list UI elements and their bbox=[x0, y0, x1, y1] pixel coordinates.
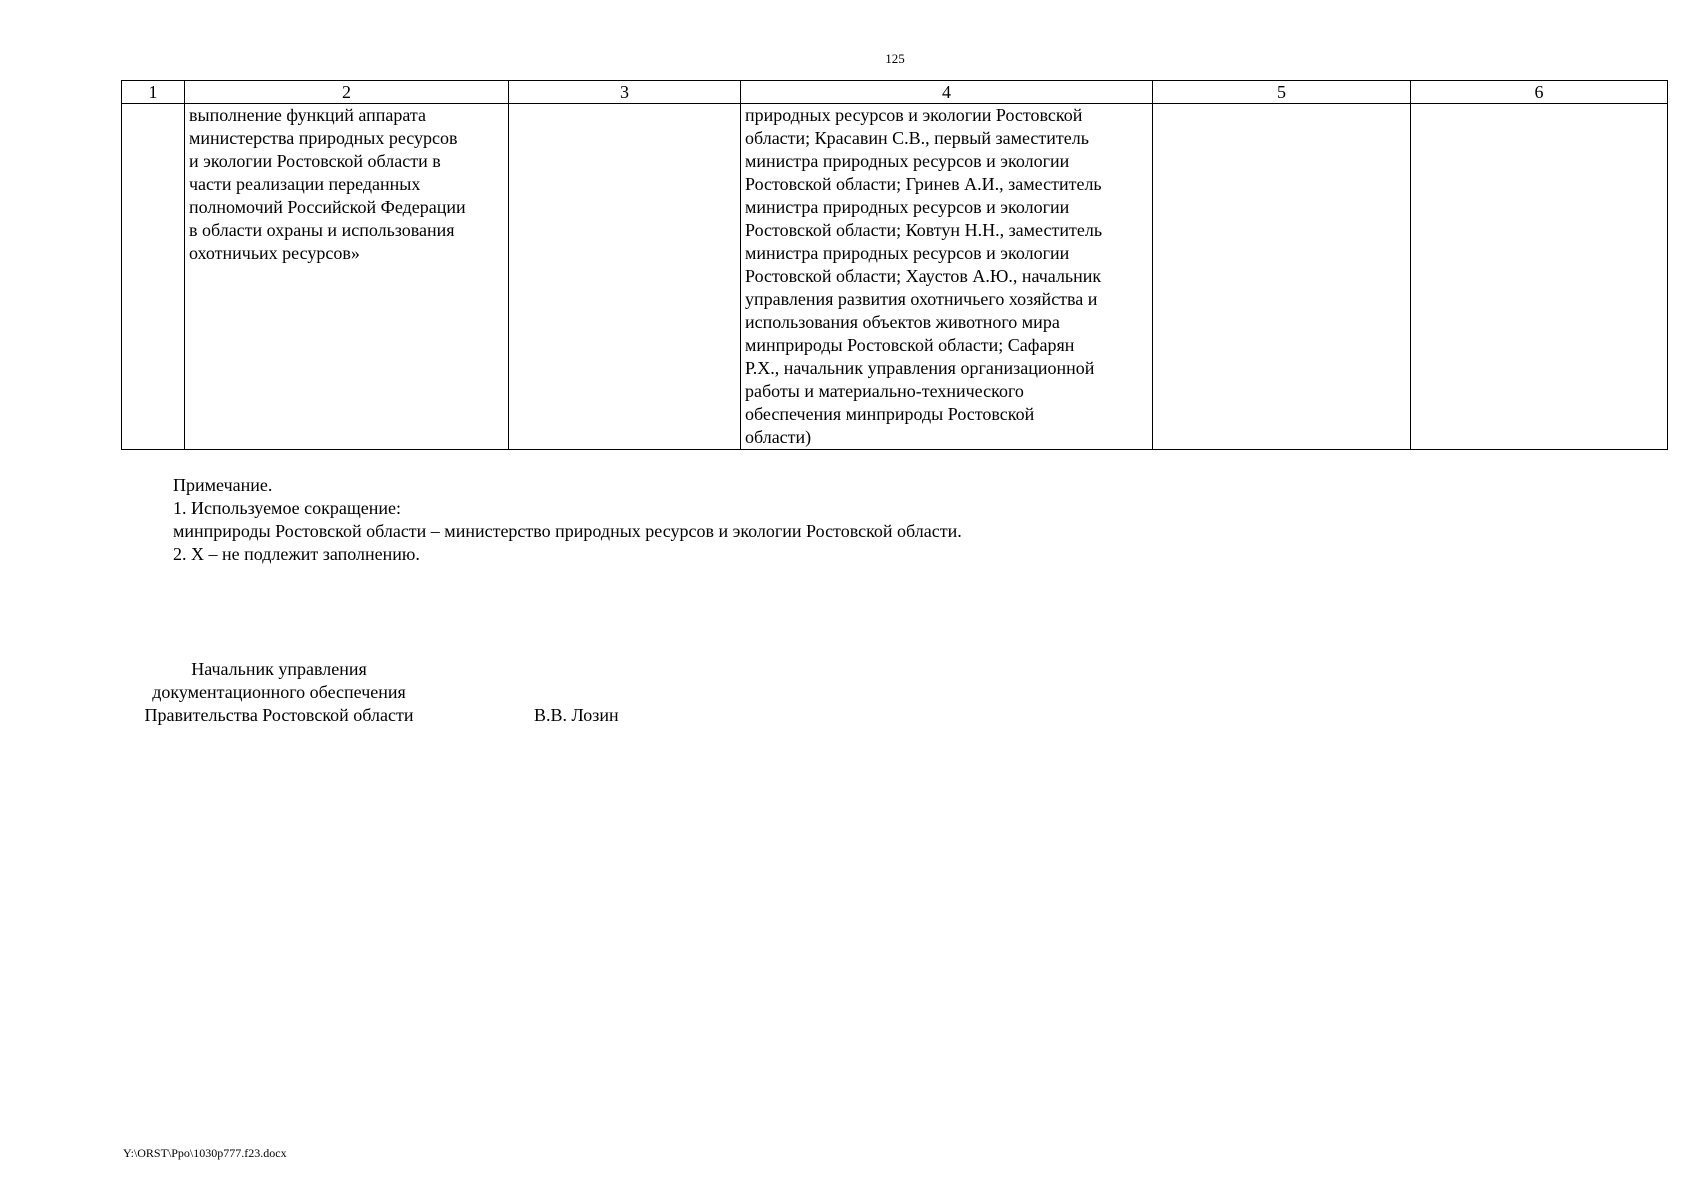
table-header-row bbox=[122, 81, 1668, 104]
column-header-4: 4 bbox=[741, 81, 1153, 104]
cell-text-line: Ростовской области; Ковтун Н.Н., заместитель bbox=[745, 220, 1103, 240]
cell-text-line: Ростовской области; Гринев А.И., заместитель bbox=[745, 174, 1102, 194]
cell-text-line: министерства природных ресурсов bbox=[189, 128, 458, 148]
cell-text-line: области; Красавин С.В., первый заместитель bbox=[745, 128, 1089, 148]
signature-title-line: Правительства Ростовской области bbox=[144, 705, 414, 725]
cell-col-5 bbox=[1153, 104, 1411, 450]
cell-text-line: использования объектов животного мира bbox=[745, 312, 1060, 332]
cell-col-3 bbox=[509, 104, 741, 450]
column-header-3: 3 bbox=[509, 81, 741, 104]
note-item-2: 2. Х – не подлежит заполнению. bbox=[173, 544, 420, 564]
cell-col-2 bbox=[185, 104, 509, 450]
cell-text-line: в области охраны и использования bbox=[189, 220, 455, 240]
page-number: 125 bbox=[885, 51, 905, 66]
cell-col-6 bbox=[1411, 104, 1668, 450]
note-item-1: 1. Используемое сокращение: bbox=[173, 498, 401, 518]
cell-col-1 bbox=[122, 104, 185, 450]
cell-col-4 bbox=[741, 104, 1153, 450]
column-header-5: 5 bbox=[1153, 81, 1411, 104]
cell-text-line: министра природных ресурсов и экологии bbox=[745, 197, 1070, 217]
column-header-2: 2 bbox=[185, 81, 509, 104]
signature-title-line: Начальник управления bbox=[191, 659, 367, 679]
cell-text-line: выполнение функций аппарата bbox=[189, 105, 426, 125]
column-header-1: 1 bbox=[122, 81, 185, 104]
cell-text-line: Р.Х., начальник управления организационной bbox=[745, 358, 1095, 378]
cell-text-line: министра природных ресурсов и экологии bbox=[745, 151, 1070, 171]
signature-title bbox=[121, 658, 437, 727]
cell-text-line: министра природных ресурсов и экологии bbox=[745, 243, 1070, 263]
cell-text-line: области) bbox=[745, 427, 812, 447]
cell-text-line: обеспечения минприроды Ростовской bbox=[745, 404, 1035, 424]
document-table bbox=[121, 80, 1668, 450]
cell-text-line: и экологии Ростовской области в bbox=[189, 151, 441, 171]
cell-text-line: управления развития охотничьего хозяйства и bbox=[745, 289, 1098, 309]
cell-text-line: минприроды Ростовской области; Сафарян bbox=[745, 335, 1075, 355]
signature-name: В.В. Лозин bbox=[534, 705, 619, 725]
note-item-1-detail: минприроды Ростовской области – министерство природных ресурсов и экологии Ростовской области. bbox=[173, 521, 962, 541]
signature-title-line: документационного обеспечения bbox=[152, 682, 406, 702]
cell-text-line: полномочий Российской Федерации bbox=[189, 197, 466, 217]
notes-section bbox=[173, 474, 962, 566]
cell-text-line: природных ресурсов и экологии Ростовской bbox=[745, 105, 1083, 125]
notes-heading: Примечание. bbox=[173, 475, 273, 495]
cell-text-line: части реализации переданных bbox=[189, 174, 421, 194]
cell-text-line: охотничьих ресурсов» bbox=[189, 243, 360, 263]
cell-text-line: Ростовской области; Хаустов А.Ю., начальник bbox=[745, 266, 1102, 286]
cell-text-line: работы и материально-технического bbox=[745, 381, 1024, 401]
column-header-6: 6 bbox=[1411, 81, 1668, 104]
table-row bbox=[122, 104, 1668, 450]
footer-file-path: Y:\ORST\Ppo\1030p777.f23.docx bbox=[123, 1146, 287, 1160]
